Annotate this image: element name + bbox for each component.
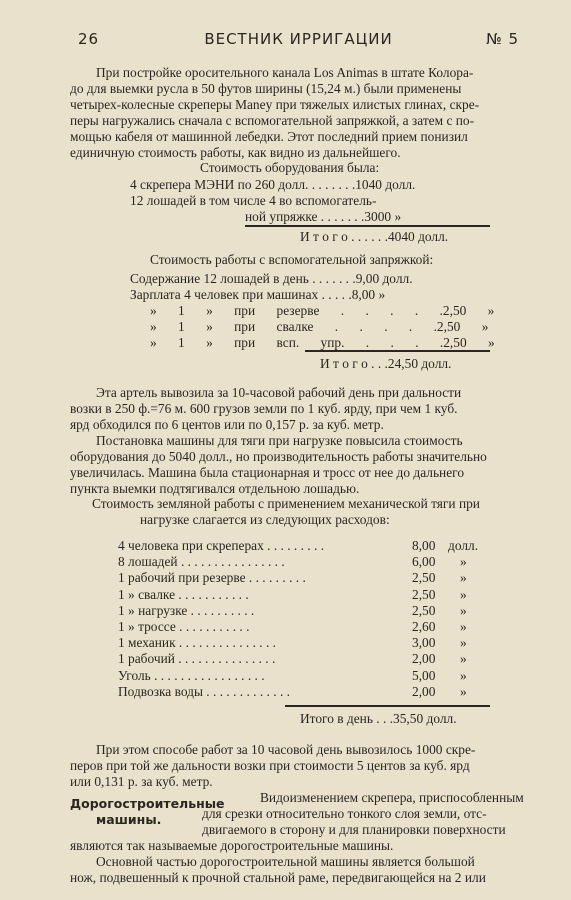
mech-cost-row-value: 8,00 (412, 538, 436, 553)
aux-cost-row: » 1 » при всп. упр. . . . .2,50 » (150, 335, 495, 350)
aux-cost-title: Стоимость работы с вспомогательной запряжкой: (150, 252, 434, 267)
mech-cost-row-label: 1 » троссе . . . . . . . . . . . (118, 619, 250, 634)
mech-cost-row-value: 6,00 (412, 554, 436, 569)
mech-cost-row-label: 8 лошадей . . . . . . . . . . . . . . . . (118, 554, 285, 569)
mech-cost-row-unit: » (460, 554, 467, 569)
mech-cost-row-value: 2,60 (412, 619, 436, 634)
body-line: ярд обходился по 6 центов или по 0,157 р. за куб. метр. (70, 417, 384, 432)
section-side-title: Дорогостроительные (70, 796, 225, 811)
body-line: перов при той же дальности возки при стоимости 5 центов за куб. ярд (70, 758, 470, 773)
intro-line: При постройке оросительного канала Los Animas в штате Колора- (96, 65, 474, 80)
mech-cost-row-label: 1 рабочий при резерве . . . . . . . . . (118, 570, 306, 585)
mech-cost-row-label: 1 механик . . . . . . . . . . . . . . . (118, 635, 277, 650)
mech-cost-row-label: Подвозка воды . . . . . . . . . . . . . (118, 684, 290, 699)
body-line: Постановка машины для тяги при нагрузке повысила стоимость (96, 433, 463, 448)
running-header (78, 30, 519, 52)
body-line: Эта артель вывозила за 10-часовой рабочий день при дальности (96, 385, 462, 400)
body-line: При этом способе работ за 10 часовой день вывозилось 1000 скре- (96, 742, 476, 757)
mech-cost-row-value: 2,50 (412, 570, 436, 585)
body-line: для срезки относительно тонкого слоя земли, отс- (202, 806, 487, 821)
intro-line: мощью кабеля от машинной лебедки. Этот последний прием понизил (70, 129, 468, 144)
mech-cost-row-unit: » (460, 619, 467, 634)
mech-cost-row-unit: » (460, 603, 467, 618)
intro-line: перы нагружались сначала с вспомогательной запряжкой, а затем с по- (70, 113, 475, 128)
intro-line: четырех-колесные скреперы Maney при тяжелых илистых глинах, скре- (70, 97, 480, 112)
body-line: являются так называемые дорогостроительные машины. (70, 838, 394, 853)
issue-number: № 5 (486, 30, 519, 48)
mech-cost-row-value: 5,00 (412, 668, 436, 683)
mech-cost-row-unit: » (460, 570, 467, 585)
body-line: двигаемого в сторону и для планировки поверхности (202, 822, 506, 837)
mech-cost-row-label: 1 » свалке . . . . . . . . . . . (118, 587, 249, 602)
equipment-line: 4 скрепера МЭНИ по 260 долл. . . . . . . .1040 долл. (130, 177, 416, 192)
mech-cost-row-value: 2,50 (412, 587, 436, 602)
body-line: пункта выемки подтягивался отдельною лошадью. (70, 481, 360, 496)
mech-cost-row-value: 2,00 (412, 684, 436, 699)
mech-cost-row-unit: » (460, 668, 467, 683)
equipment-line: 12 лошадей в том числе 4 во вспомогатель- (130, 193, 377, 208)
mech-cost-row-unit: » (460, 651, 467, 666)
mech-cost-row-unit: » (460, 587, 467, 602)
mech-cost-row-label: 4 человека при скреперах . . . . . . . . . (118, 538, 325, 553)
mech-cost-row-value: 2,00 (412, 651, 436, 666)
equipment-total: И т о г о . . . . . .4040 долл. (300, 229, 449, 244)
mech-cost-row-unit: » (460, 684, 467, 699)
aux-cost-row: Зарплата 4 человек при машинах . . . . .8,00 » (130, 287, 386, 302)
body-line: или 0,131 р. за куб. метр. (70, 774, 213, 789)
intro-line: до для выемки русла в 50 футов ширины (15,24 м.) были применены (70, 81, 462, 96)
mech-cost-row-unit: долл. (448, 538, 479, 553)
mech-cost-title: нагрузке слагается из следующих расходов: (140, 512, 390, 527)
aux-cost-total: И т о г о . . .24,50 долл. (320, 356, 452, 371)
page-number: 26 (78, 30, 100, 48)
mech-cost-row-label: 1 » нагрузке . . . . . . . . . . (118, 603, 255, 618)
body-line: оборудования до 5040 долл., но производительность работы значительно (70, 449, 487, 464)
mech-cost-row-label: 1 рабочий . . . . . . . . . . . . . . . (118, 651, 276, 666)
mech-cost-row-unit: » (460, 635, 467, 650)
body-line: возки в 250 ф.=76 м. 600 грузов земли по 1 куб. ярду, при чем 1 куб. (70, 401, 458, 416)
aux-cost-row: » 1 » при свалке . . . . .2,50 » (150, 319, 489, 334)
section-side-title: машины. (96, 812, 162, 827)
journal-title: ВЕСТНИК ИРРИГАЦИИ (204, 30, 393, 48)
intro-line: единичную стоимость работы, как видно из дальнейшего. (70, 145, 401, 160)
body-line: Видоизменением скрепера, приспособленным (260, 790, 524, 805)
equipment-title: Стоимость оборудования была: (200, 160, 380, 175)
aux-cost-row: » 1 » при резерве . . . . .2,50 » (150, 303, 495, 318)
body-line: увеличилась. Машина была стационарная и тросс от нее до дальнего (70, 465, 465, 480)
aux-cost-row: Содержание 12 лошадей в день . . . . . . .9,00 долл. (130, 271, 413, 286)
total-rule (305, 350, 490, 352)
mech-cost-title: Стоимость земляной работы с применением механической тяги при (92, 496, 480, 511)
equipment-line: ной упряжке . . . . . . .3000 » (245, 209, 402, 224)
body-line: Основной частью дорогостроительной машины является большой (96, 854, 475, 869)
body-line: нож, подвешенный к прочной стальной раме, передвигающейся на 2 или (70, 870, 486, 885)
mech-cost-row-label: Уголь . . . . . . . . . . . . . . . . . (118, 668, 265, 683)
mech-cost-row-value: 2,50 (412, 603, 436, 618)
mech-cost-row-value: 3,00 (412, 635, 436, 650)
mech-cost-total: Итого в день . . .35,50 долл. (300, 711, 457, 726)
total-rule (285, 705, 490, 707)
total-rule (245, 225, 490, 227)
